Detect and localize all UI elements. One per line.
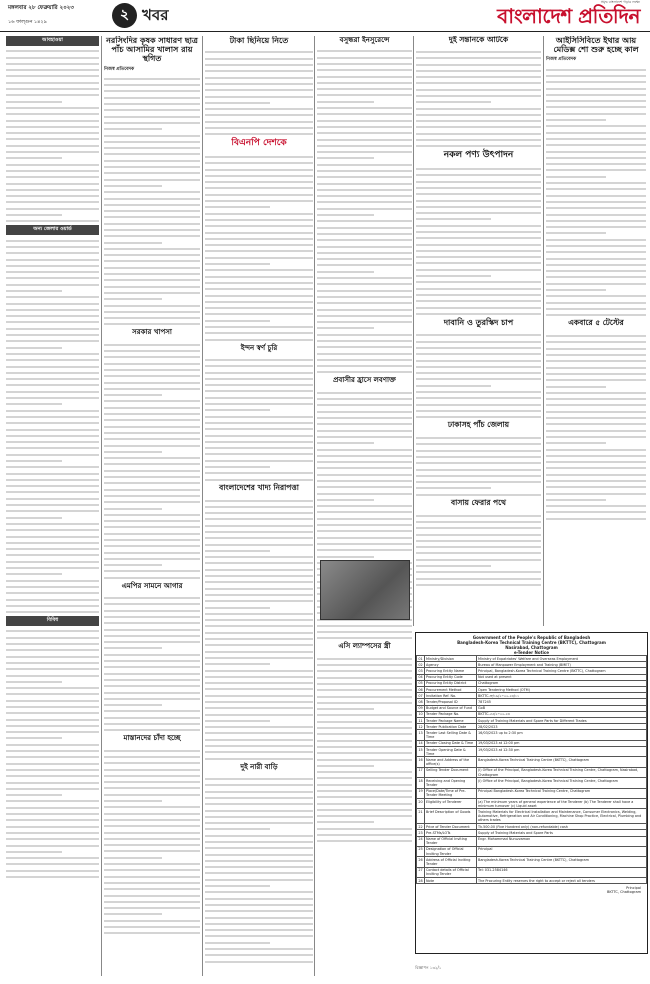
taka-story-text — [205, 47, 313, 135]
column-divider — [543, 36, 544, 626]
return-story-text — [416, 510, 541, 586]
tender-cell-k: Tender Publication Date — [425, 724, 477, 730]
headline-bashundhara: বসুন্ধরা ইনসুরেন্সে — [339, 36, 390, 44]
tender-row — [417, 846, 647, 856]
column-divider — [202, 36, 203, 976]
tender-cell-n: 11 — [418, 718, 423, 723]
tender-cell-k: Address of Official Inviting Tender — [425, 857, 477, 867]
text-line — [104, 572, 200, 578]
tender-row — [417, 809, 647, 824]
tender-cell-n: 19 — [417, 788, 425, 798]
tender-cell-v: 28/02/2023 — [477, 724, 647, 730]
bnp-story-text — [205, 152, 313, 341]
ward-box-title: অন্য জেলার ওয়ার্ড — [6, 225, 99, 235]
tender-cell-k: Designation of Official Inviting Tender — [425, 846, 477, 856]
tender-cell-n: 13 — [417, 730, 425, 740]
text-line — [546, 513, 646, 519]
tender-cell-v: (i) Office of the Principal, Bangladesh-Korea Technical Training Centre, Chattogram — [477, 778, 647, 788]
headline-sarkar: সরকার খাপসা — [132, 328, 172, 337]
tender-cell-k: Contact details of Official Inviting Tender — [425, 867, 477, 877]
issue-date-bangla: ১৬ ফাল্গুন ১৪২৯ — [8, 19, 47, 25]
reporter-byline: নিজস্ব প্রতিবেদক — [104, 66, 135, 72]
tender-cell-k: Tender Closing Date & Time — [425, 740, 477, 746]
lamp-story-text — [317, 653, 412, 842]
text-line — [416, 580, 541, 586]
tender-cell-n: 16 — [417, 757, 425, 767]
ad-code: বিজ্ঞাপন ১৩২/১ — [415, 965, 442, 970]
top-story-text — [104, 74, 200, 326]
headline-fake-product: নকল পণ্য উৎপাদন — [443, 150, 514, 161]
tender-cell-k: Name of Official Inviting Tender — [425, 836, 477, 846]
column-divider — [413, 36, 414, 626]
tender-cell-k: Invitation Ref. No. — [425, 693, 477, 699]
news-photo — [320, 560, 410, 620]
text-line — [104, 928, 200, 934]
headline-return-home: বাসায় ফেরার পথে — [450, 497, 507, 507]
misc-text — [6, 626, 99, 878]
tender-cell-k: Place/Date/Time of Pre-Tender Meeting — [425, 788, 477, 798]
newspaper-logo: বাংলাদেশ প্রতিদিন — [497, 4, 640, 28]
headline-five-tests: একবারে ৫ টেস্টের — [568, 318, 624, 328]
text-line — [416, 412, 541, 418]
tender-cell-k: Tender Last Selling Date & Time — [425, 730, 477, 740]
tender-cell-n: 08 — [418, 699, 423, 704]
tender-cell-n: 21 — [417, 809, 425, 824]
column-5 — [416, 36, 541, 631]
tender-cell-v: Chattogram — [477, 680, 647, 686]
women-story-text — [205, 774, 313, 963]
headline-medex: আইসিসিবিতে ইথার আয় মেডিক্স শো শুরু হচ্ছে কাল — [553, 36, 639, 55]
logo-tagline: সমৃদ্ধ বাংলাদেশ গড়ার লক্ষ্যে — [600, 0, 640, 4]
tender-cell-v: Supply of Training Materials and Spare Parts for Different Trades — [477, 718, 647, 724]
text-line — [6, 607, 99, 613]
bashundhara-story-text — [317, 46, 412, 373]
text-line — [317, 836, 412, 842]
tender-cell-k: Agency — [425, 662, 477, 668]
headline-two-children: দুই সন্তানকে আটকে — [448, 36, 509, 44]
tender-cell-k: Tender Package Name — [425, 718, 477, 724]
tender-cell-v: Principal — [477, 846, 647, 856]
headline-pressure: দাবানি ও তুরস্কিদ চাপ — [443, 317, 514, 327]
tender-cell-v: Bureau of Manpower Employment and Training (BMET) — [477, 662, 647, 668]
fake-product-story-text — [416, 164, 541, 315]
text-line — [205, 129, 313, 135]
tender-cell-v: Ministry of Expatriates' Welfare and Overseas Employment — [477, 656, 647, 662]
tender-cell-v: (a) The minimum years of general experience of the Tenderer (b) The Tenderer shall have a minimum turnover (c) Liquid asset — [477, 799, 647, 809]
tender-notice — [415, 632, 648, 954]
headline-ac-lamp: এসি ল্যাম্পসের স্ত্রী — [338, 642, 391, 651]
tender-cell-n: 06 — [418, 687, 423, 692]
tender-cell-v: Engr. Mohammad Nuruzzaman — [477, 836, 647, 846]
gold-story-text — [205, 355, 313, 481]
pressure-story-text — [416, 330, 541, 418]
tender-cell-k: Name and Address of the office(s) — [425, 757, 477, 767]
tender-cell-n: 12 — [418, 724, 423, 729]
tender-cell-v: 19/03/2023 at 12:30 pm — [477, 747, 647, 757]
page-number: ২ — [112, 3, 137, 28]
sarkar-story-text — [104, 339, 200, 578]
headline-probashi: প্রবাসীর হ্রাসে লবণাক্ত — [333, 376, 396, 385]
tender-cell-v: 16/03/2023 up to 2:30 pm — [477, 730, 647, 740]
headline-mastan: মাস্তানদের চাঁদা হচ্ছে — [123, 734, 181, 743]
tender-org-line: Bangladesh-Korea Technical Training Centre (BKTTC), Chattogram — [457, 640, 606, 645]
column-divider — [314, 36, 315, 976]
top-headline: নরসিংদির কৃষক সাধারণ ছাত্র পাঁচ আসামির খালাস রায় স্থগিত — [106, 36, 198, 64]
medex-story-text — [546, 64, 646, 316]
tender-cell-n: 10 — [418, 712, 423, 717]
tender-cell-n: 23 — [418, 830, 423, 835]
tender-row — [417, 788, 647, 798]
tender-cell-n: 22 — [418, 824, 423, 829]
tender-cell-k: Tender Opening Date & Time — [425, 747, 477, 757]
tender-cell-v: (i) Office of the Principal, Bangladesh-Korea Technical Training Centre, Chattogram, Nasirabad, Chattogram — [477, 767, 647, 777]
tender-cell-k: Selling Tender Document — [425, 767, 477, 777]
tender-cell-v: 787245 — [477, 699, 647, 705]
tender-cell-n: 27 — [417, 867, 425, 877]
headline-food: বাংলাদেশের খাদ্য নিরাপত্তা — [219, 482, 299, 492]
tender-row — [417, 799, 647, 809]
headline-two-women: দুই নারী বাড়ি — [240, 762, 278, 771]
text-line — [416, 309, 541, 315]
tender-cell-v: Tk.500.00 (Five Hundred only) (non-refundable) cash — [477, 824, 647, 830]
tender-cell-n: 26 — [417, 857, 425, 867]
tender-cell-v: Bangladesh-Korea Technical Training Centre (BKTTC), Chattogram — [477, 857, 647, 867]
tender-row — [417, 767, 647, 777]
tender-cell-v: The Procuring Entity reserves the right to accept or reject all tenders — [477, 878, 647, 884]
tender-cell-v: GoB — [477, 705, 647, 711]
tender-row — [417, 836, 647, 846]
text-line — [104, 319, 200, 325]
tender-header — [416, 633, 647, 655]
headline-gold: ইন্দন স্বর্ণ চুরি — [240, 343, 278, 352]
tender-govt-line: Government of the People's Republic of Bangladesh — [472, 635, 591, 640]
tender-cell-k: Procuring Entity Code — [425, 674, 477, 680]
misc-box-title: বিবিধ — [6, 616, 99, 626]
issue-date: মঙ্গলবার ২৮ ফেব্রুয়ারি ২০২৩ — [8, 5, 74, 11]
tender-cell-n: 03 — [418, 668, 423, 673]
tender-cell-k: Pre-STMs/LOTs — [425, 830, 477, 836]
tender-cell-k: Price of Tender Document — [425, 824, 477, 830]
headline-taka: টাকা ছিনিয়ে নিতে — [229, 36, 289, 45]
tender-cell-v: Principal Bangladesh-Korea Technical Training Centre, Chattogram — [477, 788, 647, 798]
text-line — [205, 334, 313, 340]
tender-cell-v: 19/03/2023 at 12:00 pm — [477, 740, 647, 746]
tender-cell-k: Procuring Entity District — [425, 680, 477, 686]
tender-cell-k: Tender Package No. — [425, 711, 477, 717]
reporter-byline-2: নিজস্ব প্রতিবেদক — [546, 57, 577, 63]
section-title: খবর — [142, 6, 169, 24]
text-line — [416, 141, 541, 147]
tender-row — [417, 778, 647, 788]
tender-cell-k: Eligibility of Tenderer — [425, 799, 477, 809]
tender-cell-v: Open Tendering Method (OTM) — [477, 687, 647, 693]
tests-story-text — [546, 331, 646, 520]
text-line — [205, 474, 313, 480]
tender-cell-v: Training Materials for Electrical Installation and Maintenance, Consumer Electronics, Welding, Automotive, Refrigeration and Air Conditioning, Machine Shop Practice, Electrical, Plumbing and others trades — [477, 809, 647, 824]
text-line — [205, 956, 313, 962]
tender-row — [417, 747, 647, 757]
tender-cell-n: 04 — [418, 675, 423, 680]
tender-cell-n: 17 — [417, 767, 425, 777]
text-line — [205, 753, 313, 759]
tender-title: e-Tender Notice — [514, 650, 549, 655]
left-column — [6, 36, 99, 976]
headline-bnp: বিএনপি দেশকে — [231, 138, 287, 149]
tender-cell-n: 15 — [417, 747, 425, 757]
tender-cell-k: Receiving and Opening Tender — [425, 778, 477, 788]
weather-text — [6, 46, 99, 222]
tender-cell-n: 28 — [418, 878, 423, 883]
tender-cell-n: 18 — [417, 778, 425, 788]
tender-cell-k: Budget and Source of Fund — [425, 705, 477, 711]
tender-cell-n: 24 — [417, 836, 425, 846]
text-line — [416, 489, 541, 495]
tender-cell-n: 07 — [418, 693, 423, 698]
districts-story-text — [416, 433, 541, 496]
ward-text — [6, 235, 99, 613]
tender-row — [417, 878, 647, 884]
text-line — [6, 216, 99, 222]
tender-cell-n: 20 — [417, 799, 425, 809]
masthead — [0, 0, 650, 32]
tender-cell-n: 01 — [418, 656, 423, 661]
weather-box-title: আবহাওয়া — [6, 36, 99, 46]
headline-five-districts: ঢাকাসহ পাঁচ জেলায় — [447, 420, 510, 430]
column-4 — [317, 36, 412, 976]
column-2 — [104, 36, 200, 976]
tender-cell-n: 25 — [417, 846, 425, 856]
column-3 — [205, 36, 313, 976]
tender-cell-v: BKTTC-ক্র/১৬/২০২২-২৩/১১ — [477, 693, 647, 699]
column-divider — [101, 36, 102, 976]
tender-table — [416, 655, 647, 884]
tender-cell-n: 05 — [418, 681, 423, 686]
tender-cell-n: 09 — [418, 706, 423, 711]
children-story-text — [416, 47, 541, 148]
tender-cell-v: Not used at present — [477, 674, 647, 680]
tender-cell-v: Supply of Training Materials and Spare Parts — [477, 830, 647, 836]
tender-cell-n: 14 — [418, 741, 423, 746]
text-line — [104, 725, 200, 731]
tender-signatory: Principal BKTTC, Chattogram — [606, 886, 641, 895]
tender-cell-v: Bangladesh-Korea Technical Training Centre (BKTTC), Chattogram — [477, 757, 647, 767]
text-line — [6, 872, 99, 878]
column-6 — [546, 36, 646, 631]
tender-cell-k: Note — [425, 878, 477, 884]
tender-cell-v: Tel: 031-2584146 — [477, 867, 647, 877]
text-line — [317, 633, 412, 639]
mastan-story-text — [104, 745, 200, 934]
text-line — [317, 367, 412, 373]
tender-address-line: Nasirabad, Chattogram — [505, 645, 558, 650]
text-line — [546, 310, 646, 316]
mp-story-text — [104, 593, 200, 732]
food-story-text — [205, 495, 313, 759]
tender-cell-k: Procuring Entity Name — [425, 668, 477, 674]
tender-cell-k: Tender/Proposal ID — [425, 699, 477, 705]
tender-cell-v: BKTTC-৫৫/২০২২-২৩ — [477, 711, 647, 717]
tender-row — [417, 757, 647, 767]
tender-cell-v: Principal, Bangladesh-Korea Technical Training Centre (BKTTC), Chattogram — [477, 668, 647, 674]
tender-cell-k: Brief Description of Goods — [425, 809, 477, 824]
tender-cell-k: Ministry/Division — [425, 656, 477, 662]
tender-cell-k: Procurement Method — [425, 687, 477, 693]
tender-row — [417, 867, 647, 877]
tender-cell-n: 02 — [418, 662, 423, 667]
headline-mp: এমপির সামনে আগার — [121, 581, 183, 590]
tender-row — [417, 730, 647, 740]
tender-row — [417, 857, 647, 867]
